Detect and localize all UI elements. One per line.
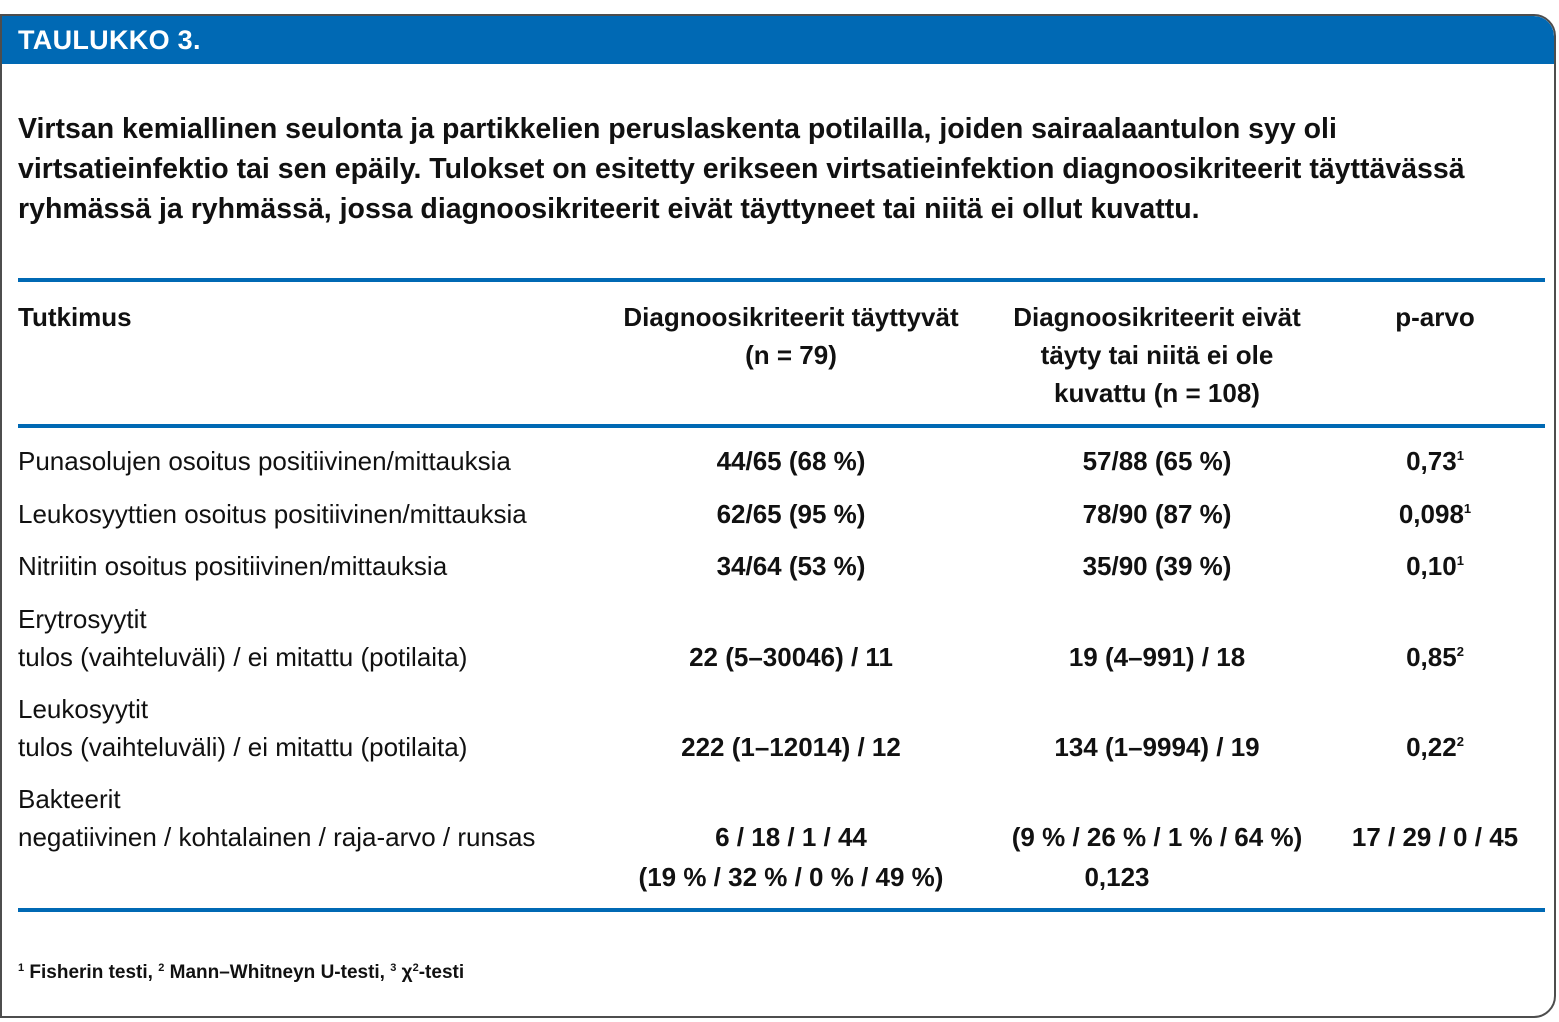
cell-criteria-not-met: (9 % / 26 % / 1 % / 64 %) [1011,822,1303,852]
header-criteria-not-met: Diagnoosikriteerit eivät täyty tai niitä ei ole kuvattu (n = 108) [1013,302,1301,408]
header-p-value: p-arvo [1395,302,1475,332]
footnote-marker: 1 [1463,501,1472,516]
table-footnote: $^1$ Fisherin testi, $^2$ Mann–Whitneyn U-testi, $^3$ $\chi^2$-testi [18,962,465,983]
cell-criteria-not-met: 35/90 (39 %) [1082,551,1232,581]
header-tutkimus: Tutkimus [18,302,132,332]
cell-criteria-met: 222 (1–12014) / 12 [681,732,901,762]
cell-criteria-met: 44/65 (68 %) [716,446,866,476]
cell-criteria-not-met: 134 (1–9994) / 19 [1054,732,1260,762]
cell-p-value: 17 / 29 / 0 / 45 [1351,822,1519,852]
row-sublabel: tulos (vaihteluväli) / ei mitattu (potilaita) [18,642,468,672]
cell-p-value: 0,098$^1$ [1398,499,1472,529]
cell-criteria-not-met: 78/90 (87 %) [1082,499,1232,529]
cell-criteria-not-met: 57/88 (65 %) [1082,446,1232,476]
bottom-rule [18,908,1545,912]
row-label: Erytrosyytit [18,604,147,634]
row-label: Leukosyyttien osoitus positiivinen/mittauksia [18,499,527,529]
footnote-marker: 2 [1456,734,1464,749]
cell-p-value: 0,73$^1$ [1406,446,1464,476]
footnote-marker: 1 [1456,553,1464,568]
table-number: TAULUKKO 3. [18,25,201,55]
footnote-marker: 1 [1456,448,1464,463]
cell-criteria-met: 62/65 (95 %) [716,499,866,529]
header-criteria-met: Diagnoosikriteerit täyttyvät (n = 79) [623,302,959,370]
cell-criteria-met: 22 (5–30046) / 11 [689,642,893,672]
table-caption: Virtsan kemiallinen seulonta ja partikkelien peruslaskenta potilailla, joiden sairaalaantulon syy oli virtsatieinfektio tai sen epäily. Tulokset on esitetty erikseen virtsatieinfektion diagnoosikriteerit täyttävässä ryhmässä ja ryhmässä, jossa diagnoosikriteerit eivät täyttyneet tai niitä ei ollut kuvattu. [18,113,1465,225]
cell-p-value: 0,10$^1$ [1406,551,1464,581]
cell-criteria-met-percent: (19 % / 32 % / 0 % / 49 %) [638,862,944,892]
cell-criteria-met: 6 / 18 / 1 / 44 [715,822,867,852]
cell-criteria-not-met-second-line: 0,123 [1084,862,1150,892]
footnote-marker: 2 [1456,644,1464,659]
row-label: Bakteerit [18,784,121,814]
cell-p-value: 0,22$^2$ [1406,732,1464,762]
row-sublabel: tulos (vaihteluväli) / ei mitattu (potilaita) [18,732,468,762]
header-rule [18,424,1545,428]
row-label: Leukosyytit [18,694,149,724]
top-rule [18,278,1545,282]
table-banner [2,16,1554,64]
row-label: Nitriitin osoitus positiivinen/mittauksia [18,551,448,581]
cell-p-value: 0,85$^2$ [1406,642,1464,672]
table-card [0,14,1556,1018]
row-sublabel: negatiivinen / kohtalainen / raja-arvo / runsas [18,822,536,852]
row-label: Punasolujen osoitus positiivinen/mittauksia [18,446,511,476]
cell-criteria-not-met: 19 (4–991) / 18 [1068,642,1246,672]
cell-criteria-met: 34/64 (53 %) [716,551,866,581]
